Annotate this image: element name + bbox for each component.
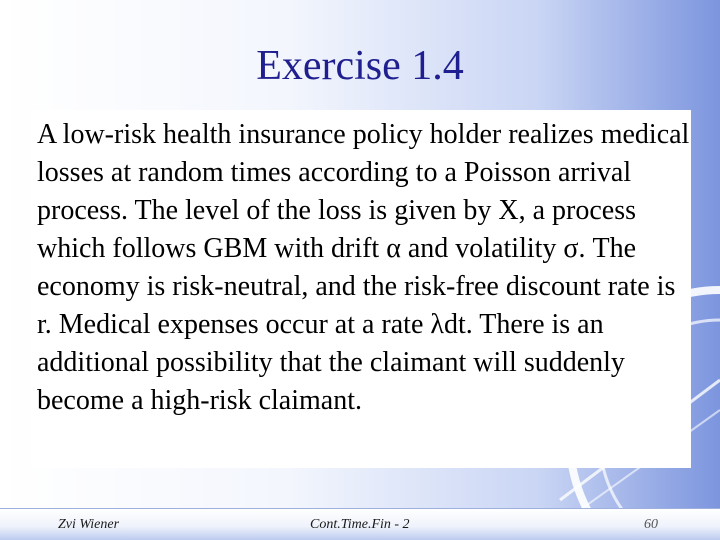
footer-bar <box>0 508 720 540</box>
body-paragraph: A low-risk health insurance policy holder realizes medical losses at random times according to a Poisson arrival process. The level of the loss is given by X, a process which follows GBM with drift α and volatility σ. The economy is risk-neutral, and the risk-free discount rate is r. Medical expenses occur at a rate λdt. There is an additional possibility that the claimant will suddenly become a high-risk claimant. <box>37 119 690 416</box>
content-box <box>31 110 691 468</box>
footer-course: Cont.Time.Fin - 2 <box>310 517 410 532</box>
footer-author: Zvi Wiener <box>58 517 120 532</box>
page-number: 60 <box>644 517 658 532</box>
slide-title: Exercise 1.4 <box>256 43 464 89</box>
